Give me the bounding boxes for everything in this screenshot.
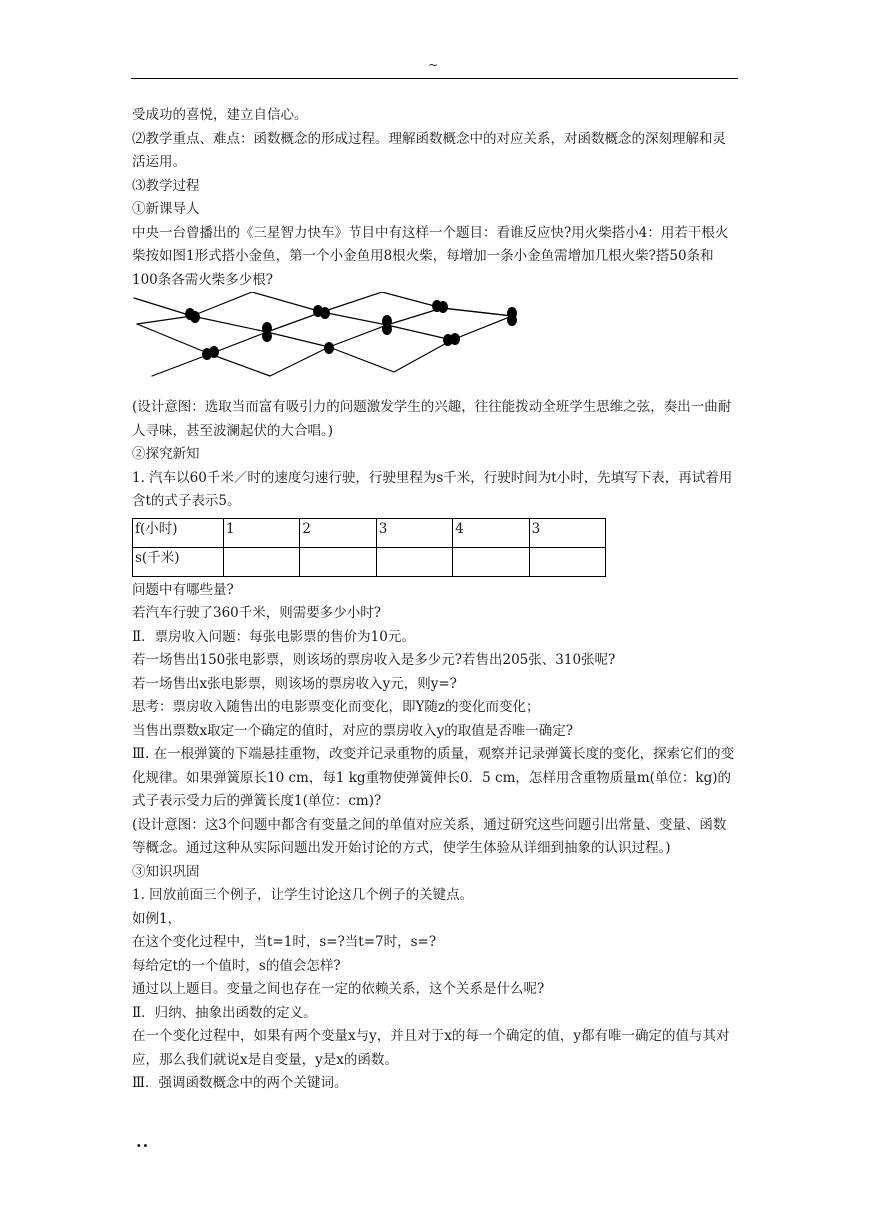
paragraph: 当售出票数x取定一个确定的值时，对应的票房收入y的取值是否唯一确定? — [132, 722, 573, 739]
paragraph: ⑶教学过程 — [132, 177, 200, 194]
paragraph: Ⅱ．票房收入问题：每张电影票的售价为10元。 — [132, 628, 415, 645]
paragraph: ⑵教学重点、难点：函数概念的形成过程。理解函数概念中的对应关系，对函数概念的深刻理解和灵活运用。 — [132, 130, 726, 170]
paragraph: 1. 汽车以60千米／时的速度匀速行驶，行驶里程为s千米，行驶时间为t小时，先填写下表，再试着用含t的式子表示5。 — [132, 469, 733, 509]
table-row — [133, 518, 606, 547]
paragraph: 思考：票房收入随售出的电影票变化而变化，即Y随z的变化而变化； — [132, 699, 540, 715]
paragraph: 每给定t的一个值时，s的值会怎样? — [132, 957, 341, 974]
table-cell: 1 — [224, 518, 300, 547]
paragraph: 在这个变化过程中，当t=1时，s=?当t=7时，s=? — [132, 934, 437, 950]
table-cell: 3 — [529, 518, 605, 547]
paragraph: Ⅲ．强调函数概念中的两个关键词。 — [132, 1075, 348, 1091]
paragraph: 若一场售出150张电影票，则该场的票房收入是多少元?若售出205张、310张呢? — [132, 652, 616, 668]
table-cell — [529, 547, 605, 576]
table-cell: f(小时) — [133, 518, 224, 547]
paragraph: Ⅲ. 在一根弹簧的下端悬挂重物，改变并记录重物的质量，观察并记录弹簧长度的变化，探索它们的变化规律。如果弹簧原长10 cm，每1 kg重物使弹簧伸长0．5 cm，怎样用含重物质量m(单位：kg)的式子表示受力后的弹簧长度1(单位：cm)? — [132, 746, 735, 809]
paragraph: ③知识巩固 — [132, 863, 200, 880]
paragraph: 在一个变化过程中，如果有两个变量x与y，并且对于x的每一个确定的值，y都有唯一确定的值与其对应，那么我们就说x是自变量，y是x的函数。 — [132, 1028, 730, 1068]
table-cell: s(千米) — [133, 547, 224, 576]
paragraph: Ⅱ．归纳、抽象出函数的定义。 — [132, 1004, 317, 1021]
paragraph: ①新课导人 — [132, 201, 200, 217]
table-cell — [224, 547, 300, 576]
time-distance-table — [132, 518, 606, 577]
table-cell: 3 — [376, 518, 452, 547]
paragraph: (设计意图：这3个问题中都含有变量之间的单值对应关系，通过研究这些问题引出常量、变量、函数等概念。通过这种从实际问题出发开始讨论的方式，使学生体验从详细到抽象的认识过程。) — [132, 816, 727, 856]
table-cell — [453, 547, 529, 576]
paragraph: 通过以上题目。变量之间也存在一定的依赖关系，这个关系是什么呢? — [132, 981, 545, 997]
table-row — [133, 547, 606, 576]
document-body — [132, 104, 739, 1096]
paragraph: 1. 回放前面三个例子，让学生讨论这几个例子的关键点。 — [132, 887, 474, 903]
paragraph: 如例1， — [132, 910, 182, 927]
footer-mark: ·· — [136, 1136, 150, 1155]
paragraph: 中央一台曾播出的《三星智力快车》节目中有这样一个题目：看谁反应快?用火柴搭小4：用若干根火柴按如图1形式搭小金鱼，第一个小金鱼用8根火柴，每增加一条小金鱼需增加几根火柴?搭50条和100条各需火柴多少根? — [132, 224, 729, 288]
paragraph: 受成功的喜悦，建立自信心。 — [132, 107, 308, 123]
paragraph: 若一场售出x张电影票，则该场的票房收入y元，则y=? — [132, 675, 457, 692]
header-rule — [131, 78, 738, 79]
matchstick-fish-figure — [132, 292, 739, 396]
table-cell: 2 — [300, 518, 376, 547]
header-mark: ~ — [428, 58, 439, 72]
paragraph: (设计意图：选取当而富有吸引力的问题激发学生的兴趣，往往能拨动全班学生思维之弦，奏出一曲耐人寻味，甚至波澜起伏的大合唱。) — [132, 399, 732, 439]
matchstick-fish-icon — [132, 292, 532, 396]
table-cell: 4 — [453, 518, 529, 547]
paragraph: 若汽车行驶了360千米，则需要多少小时? — [132, 605, 382, 621]
table-cell — [376, 547, 452, 576]
paragraph: ②探究新知 — [132, 446, 200, 462]
paragraph: 问题中有哪些量? — [132, 581, 234, 598]
table-cell — [300, 547, 376, 576]
